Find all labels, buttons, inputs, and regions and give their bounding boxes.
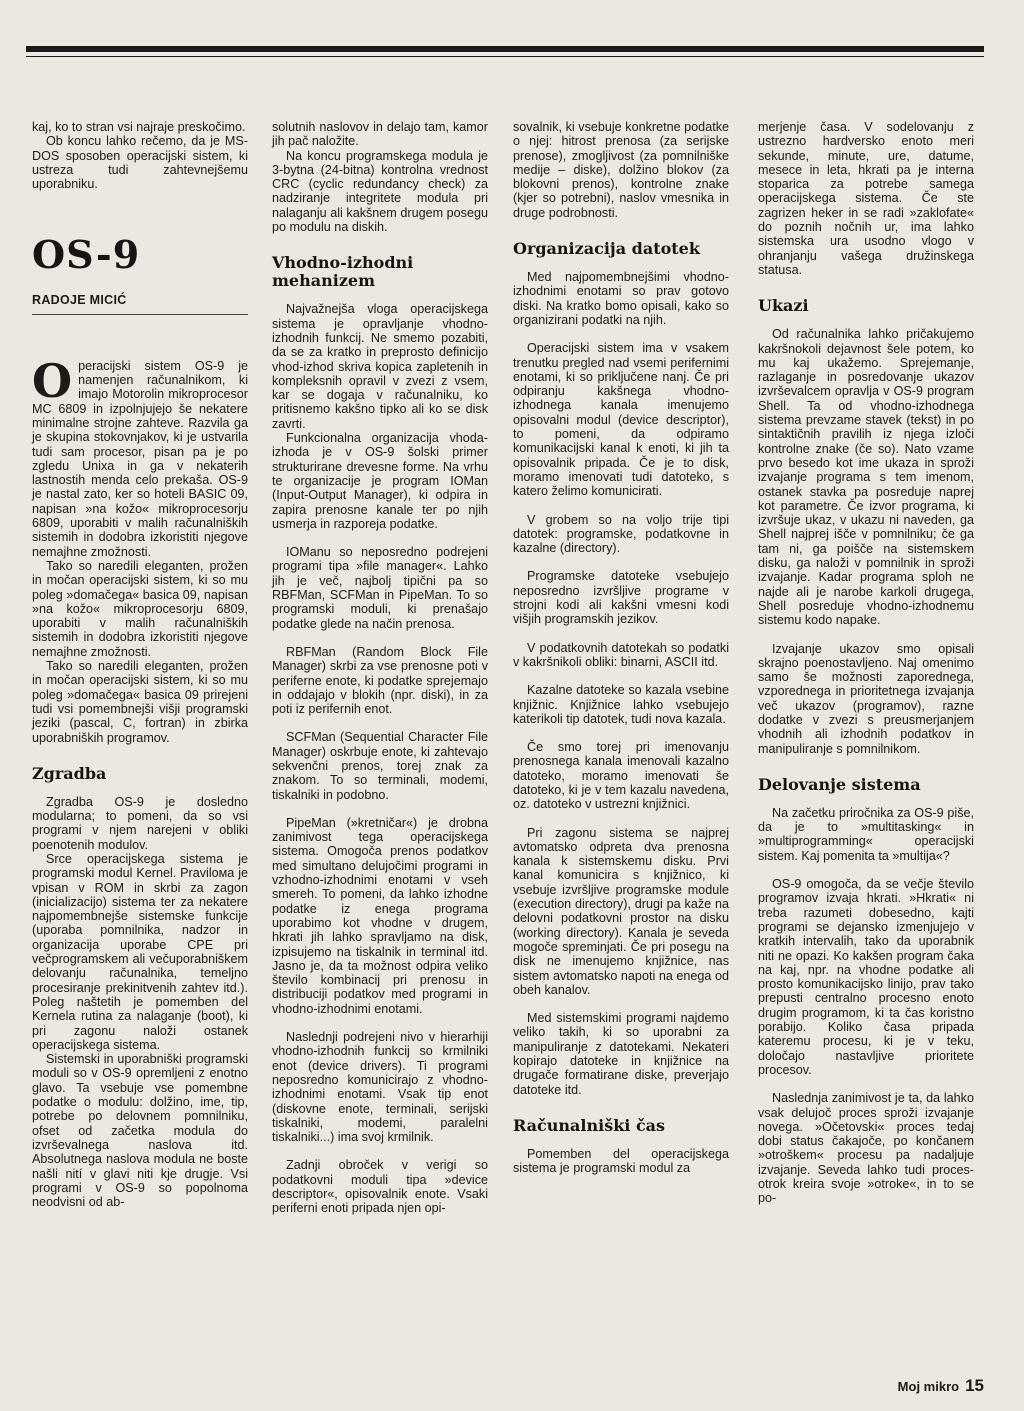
paragraph: Zadnji obroček v verigi so podatkovni moduli tipa »device descriptor«, opisovalnik enote. Vsaki periferni enoti pripada njen opi- (272, 1158, 488, 1216)
paragraph: Izvajanje ukazov smo opisali skrajno poenostavljeno. Naj omenimo samo še možnosti zaporednega, vzporednega in prioritetnega izvajanja več ukazov (programov), razne dodatke v zvezi s preusmerjanjem vhodnih ali izhodnih podatkov in manipuliranje s pomnilnikom. (758, 641, 974, 756)
paragraph: IOManu so neposredno podrejeni programi tipa »file manager«. Lahko jih je več, najbolj tipični pa so RBFMan, SCFMan in PipeMan. To so programski moduli, ki prenašajo podatke glede na način prenosa. (272, 545, 488, 631)
top-rule-thin (26, 56, 984, 57)
lead-paragraph: peracijski sistem OS-9 je namenjen računalnikom, ki imajo Motorolin mikroprocesor MC 6809 in izpolnjujejo še nekatere minimalne strojne zahteve. Razvila ga je skupina stokovnjakov, ki je ustvarila tudi sam procesor, pisan pa je po zgledu Unixa in ga v nekaterih lastnostih menda celo prekaša. OS-9 je nastal zato, ker so hoteli BASIC 09, napisan »na kožo« mikroprocesorju 6809, uporabiti v malih računalniških sistemih in dodobra izkoristiti njegove nemajhne zmožnosti. (32, 358, 248, 559)
paragraph: kaj, ko to stran vsi najraje preskočimo. (32, 120, 246, 134)
paragraph: Tako so naredili eleganten, prožen in močan operacijski sistem, ki so mu poleg »domačega« basica 09, napisan »na kožo« mikroprocesorju 6809, uporabiti v malih računalniških sistemih in dodobra izkoristiti njegove nemajhne zmožnosti. (32, 558, 248, 659)
article-author: RADOJE MICIĆ (32, 293, 248, 314)
paragraph: Naslednja zanimivost je ta, da lahko vsak delujoč proces sproži izvajanje novega. »Očetovski« proces tedaj dobi status čakajoče, po končanem »otroškem« procesu pa nadaljuje izvajanje. Seveda lahko tudi proces-otrok kreira svoje »otroke«, in to se po- (758, 1091, 974, 1206)
column-1 (32, 120, 248, 1209)
paragraph: Na začetku priročnika za OS-9 piše, da je to »multitasking« in »multiprogramming« operacijski sistem. Kaj pomenita ta »multija«? (758, 805, 974, 863)
paragraph: Med sistemskimi programi najdemo veliko takih, ki so uporabni za manipuliranje z datotekami. Nekateri kopirajo datoteke in knjižnice na drugače formatirane diske, preverjajo datoteke itd. (513, 1011, 729, 1097)
paragraph: Od računalnika lahko pričakujemo kakršnokoli dejavnost šele potem, ko mu kaj ukažemo. Sprejemanje, razlaganje in posredovanje ukazov izvrševalcem opravlja v OS-9 program Shell. Ta od vhodno-izhodnega sistema prevzame stavek (tekst) in po sintaktičnih pravilih iz njega izloči kontrolne znake (če so). Nato vzame prvo besedo kot ime ukaza in sproži izvajanje programa s tem imenom, ostanek stavka pa posreduje naprej kot parametre. Če izvor programa, ki izvršuje ukaz, v ukazu ni naveden, ga Shell najprej išče v pomnilniku; če ga tam ni, ga poišče na sistemskem disku, ga naloži v pomnilnik in sproži izvajanje. Kadar programa sploh ne najde ali je narobe karkoli drugega, Shell posreduje vhodno-izhodnemu sistemu kodo napake. (758, 327, 974, 628)
paragraph: Srce operacijskega sistema je programski modul Kernel. Pravilома je vpisan v ROM in skrbi za zagon (inicializacijo) sistema ter za nekatere najpomembnejše sistemske funkcije (uporaba pomnilnika, nadzor in organizacija uporabe CPE pri večprogramskem ali večuporabniškem delovanju računalnika, temeljno procesiranje prekinitvenih zahtev itd.). Poleg naštetih je pomemben del Kernela rutina za nalaganje (boot), ki pri zagonu naloži ostanek operacijskega sistema. (32, 851, 248, 1052)
paragraph: Operacijski sistem ima v vsakem trenutku pregled nad vsemi perifernimi enotami, ki so priključene nanj. Če pri odpiranju kakšnega vhodno-izhodnega kanala imenujemo opisovalni modul (device descriptor), to pomeni, da odpiramo komunikacijski kanal k enoti, ki jih ta opisovalnik pripada. Če je to disk, moramo imenovati tudi datoteko, s katero želimo komunicirati. (513, 341, 729, 499)
paragraph: Najvažnejša vloga operacijskega sistema je opravljanje vhodno-izhodnih funkcij. Ne smemo pozabiti, da se za kratko in preprosto definicijo vhod-izhod skriva kopica zapletenih in kompleksnih opravil v zvezi z vsem, kar se dogaja v računalniku, ko pritisnemo kakšno tipko ali ko se disk zavrti. (272, 302, 488, 431)
paragraph: Naslednji podrejeni nivo v hierarhiji vhodno-izhodnih funkcij so krmilniki enot (device drivers). Ti programi neposredno komunicirajo z vhodno-izhodnimi enotami. Vsak tip enot (diskovne enote, terminali, serijski tiskalniki, modemi, paralelni tiskalniki...) ima svoj krmilnik. (272, 1030, 488, 1145)
paragraph: V podatkovnih datotekah so podatki v kakršnikoli obliki: binarni, ASCII itd. (513, 640, 729, 669)
magazine-name: Moj mikro (897, 1379, 960, 1394)
section-heading: Ukazi (758, 296, 809, 316)
section-heading: Delovanje sistema (758, 774, 921, 794)
paragraph: Zgradba OS-9 je dosledno modularna; to pomeni, da so vsi programi v njem narejeni v obliki poenotenih modulov. (32, 794, 248, 852)
article-title: OS-9 (32, 232, 141, 278)
column-2 (272, 120, 488, 1216)
paragraph: Programske datoteke vsebujejo neposredno izvršljive programe v strojni kodi ali kakšni vmesni kodi višjih programskih jezikov. (513, 569, 729, 627)
paragraph: RBFMan (Random Block File Manager) skrbi za vse prenosne poti v periferne enote, ki podatke sprejemajo in oddajajo v blokih (npr. diski), in za poti iz perifernih enot. (272, 644, 488, 717)
paragraph: Med najpomembnejšimi vhodno-izhodnimi enotami so prav gotovo diski. Na kratko bomo opisali, kako so organizirani podatki na njih. (513, 270, 729, 327)
paragraph: Pri zagonu sistema se najprej avtomatsko odpreta dva prenosna kanala k sistemskemu disku. Prvi kanal komunicira s knjižnico, ki vsebuje izvršljive programske module (execution directory), drugi pa kaže na delovni podatkovni prostor na disku (working directory). Kanala je seveda mogoče spreminjati. Če pri posegu na disk ne imenujemo knjižnice, nas sistem avtomatsko napoti na enega od obeh kanalov. (513, 825, 729, 997)
section-heading: Vhodno-izhodni mehanizem (272, 253, 414, 291)
page-number: 15 (965, 1376, 984, 1395)
section-heading: Računalniški čas (513, 1115, 666, 1135)
paragraph: Tako so naredili eleganten, prožen in močan operacijski sistem, ki so mu poleg »domačega« basica 09 prirejeni tudi vsi pomembnejši višji programski jeziki (pascal, C, fortran) in zbirka uporabniških programov. (32, 659, 248, 745)
paragraph: Funkcionalna organizacija vhoda-izhoda je v OS-9 šolski primer strukturirane drevesne forme. Na vrhu te organizacije je program IOMan (Input-Output Manager), ki odpira in zapira prenosne kanale ter po njih usmerja in razporeja podatke. (272, 431, 488, 531)
section-heading: Organizacija datotek (513, 239, 700, 259)
paragraph: Pomemben del operacijskega sistema je programski modul za (513, 1146, 729, 1176)
column-4 (758, 120, 974, 1206)
section-heading: Zgradba (32, 763, 107, 783)
paragraph: Sistemski in uporabniški programski moduli so v OS-9 opremljeni z enotno glavo. Ta vsebuje vse pomembne podatke o modulu: dolžino, ime, tip, potrebe po delovnem pomnilniku, ofset od začetka modula do izvrševalnega naslova itd. Absolutnega naslova modula ne boste našli nití v glavi niti kje drugje. Vsi programi v OS-9 so popolnoma neodvisni od ab- (32, 1052, 248, 1210)
paragraph: Na koncu programskega modula je 3-bytna (24-bitna) kontrolna vrednost CRC (cyclic redundancy check) za nadziranje integritete modula pri nalaganju ali kakšnem drugem posegu po modulu na diskih. (272, 148, 488, 235)
paragraph: sovalnik, ki vsebuje konkretne podatke o njej: hitrost prenosa (za serijske prenose), zmogljivost (za pomnilniške medije – diske), dolžino blokov (za blokovni prenos), kontrolne znake (kjer so potrebni), naslov vmesnika in druge podrobnosti. (513, 120, 729, 220)
column-3 (513, 120, 729, 1176)
paragraph: Če smo torej pri imenovanju prenosnega kanala imenovali kazalno datoteko, moramo imenovati še datoteko, ki je v tem kazalu navedena, oz. datoteko v ustrezni knjižnici. (513, 740, 729, 812)
paragraph: PipeMan (»kretničar«) je drobna zanimivost tega operacijskega sistema. Omogoča prenos podatkov med simultano delujočimi programi in vzhodno-izhodnimi enotami v vseh smereh. To pomeni, da lahko izhodne podatke iz enega programa uporabimo kot vhodne v drugem, hkrati jih lahko spravljamo na disk, izpisujemo na tiskalnik in terminal itd. Jasno je, da ta možnost odpira veliko število kombinacij pri prenosu in distribuciji podatkov med programi in vhodno-izhodnimi enotami. (272, 815, 488, 1016)
page-footer (898, 1376, 984, 1396)
paragraph: Kazalne datoteke so kazala vsebine knjižnic. Knjižnice lahko vsebujejo katerikoli tip datotek, tudi nova kazala. (513, 683, 729, 726)
paragraph: OS-9 omogoča, da se večje število programov izvaja hkrati. »Hkrati« ni treba razumeti dobesedno, kajti programi se dejansko izmenjujejo v kratkih intervalih, tako da uporabnik niti ne opazi. Ko kakšen program čaka na kaj, npr. na vhodne podatke ali prosto komunikacijsko linijo, prav tako prepusti centralno procesno enoto drugim programom, ki ta čas koristno porabijo. Koliko časa pripada kateremu procesu, ki je v teku, določajo nastavljive prioritete procesov. (758, 877, 974, 1077)
paragraph: V grobem so na voljo trije tipi datotek: programske, podatkovne in kazalne (directory). (513, 512, 729, 556)
paragraph: merjenje časa. V sodelovanju z ustrezno hardversko enoto meri sekunde, minute, ure, datume, mesece in leta, hkrati pa je internа stoparica za potrebe samega operacijskega sistema. Če ste zagrizen heker in se radi »zaklofate« do poznih nočnih ur, ima lahko sistemska ura usodno vlogo v ohranjanju vašega družinskega statusa. (758, 120, 974, 277)
paragraph: solutnih naslovov in delajo tam, kamor jih pač naložite. (272, 120, 488, 149)
top-rule (26, 46, 984, 52)
paragraph: SCFMan (Sequential Character File Manager) oskrbuje enote, ki zahtevajo sekvenčni prenos, torej znak za znakom. To so terminali, modemi, tiskalniki in podobno. (272, 730, 488, 802)
paragraph: Ob koncu lahko rečemo, da je MS-DOS sposoben operacijski sistem, ki ustreza tudi zahtevnejšemu uporabniku. (32, 134, 248, 192)
drop-cap: O (32, 353, 73, 408)
